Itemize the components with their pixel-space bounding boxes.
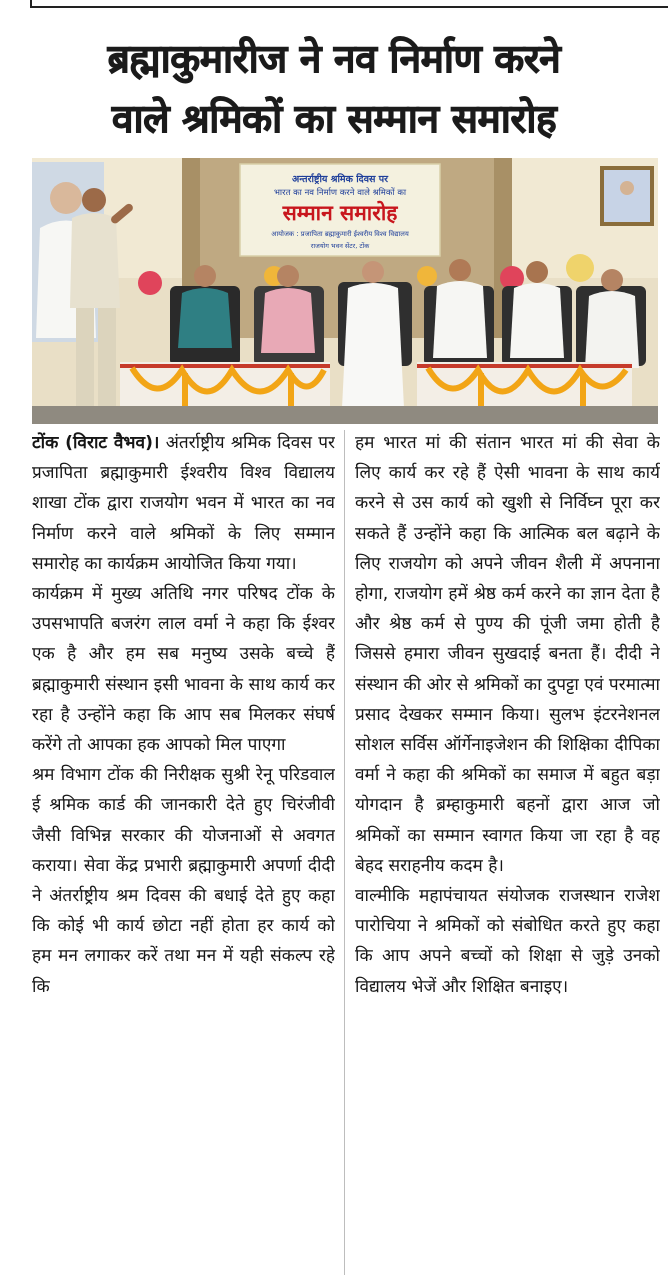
event-photo	[32, 158, 658, 424]
article-paragraph	[32, 428, 335, 579]
article-paragraph: श्रम विभाग टोंक की निरीक्षक सुश्री रेनू परिडवाल ई श्रमिक कार्ड की जानकारी देते हुए चिरंजीवी जैसी विभिन्न सरकार की योजनाओं से अवगत कराया। सेवा केंद्र प्रभारी ब्रह्माकुमारी अपर्णा दीदी ने अंतर्राष्ट्रीय श्रम दिवस की बधाई देते हुए कहा कि कोई भी कार्य छोटा नहीं होता हर कार्य को हम मन लगाकर करें तथा मन में यही संकल्प रहे कि	[32, 765, 335, 997]
article-paragraph: वाल्मीकि महापंचायत संयोजक राजस्थान राजेश पारोचिया ने श्रमिकों को संबोधित करते हुए कहा कि आप अपने बच्चों को शिक्षा से जुड़े उनको विद्यालय भेजें और शिक्षित बनाइए।	[355, 886, 660, 997]
headline-line-2: वाले श्रमिकों का सम्मान समारोह	[111, 97, 557, 142]
article-column-right	[355, 428, 660, 1278]
banner-line-1: अन्तर्राष्ट्रीय श्रमिक दिवस पर	[291, 174, 389, 185]
headline-line-1: ब्रह्माकुमारीज ने नव निर्माण करने	[107, 37, 561, 82]
column-divider	[344, 430, 345, 1275]
headline	[10, 30, 658, 150]
banner-line-4: राजयोग भवन सेंटर, टोंक	[310, 242, 370, 250]
article-paragraph: हम भारत मां की संतान भारत मां की सेवा के लिए कार्य कर रहे हैं ऐसी भावना के साथ कार्य करने से उस कार्य को खुशी से निर्विघ्न पूरा कर सकते हैं उन्होंने कहा कि आत्मिक बल बढ़ाने के लिए राजयोग को अपने जीवन शैली में अपनाना होगा, राजयोग हमें श्रेष्ठ कर्म करने का ज्ञान देता है और श्रेष्ठ कर्म से पुण्य की पूंजी जमा होती है जिससे हमारा जीवन सुखदाई बनता हैं। दीदी ने संस्थान की ओर से श्रमिकों का दुपट्टा एवं परमात्मा प्रसाद देखकर सम्मान किया। सुलभ इंटरनेशनल सोशल सर्विस ऑर्गेनाइजेशन की शिक्षिका दीपिका वर्मा ने कहा की श्रमिकों का समाज में बहुत बड़ा योगदान है ब्रम्हाकुमारी बहनों द्वारा आज जो श्रमिकों का सम्मान स्वागत किया जा रहा है वह बेहद सराहनीय कदम है।	[355, 433, 660, 876]
article-text: अंतर्राष्ट्रीय श्रमिक दिवस पर प्रजापिता ब्रह्माकुमारी ईश्वरीय विश्व विद्यालय शाखा टोंक द्वारा राजयोग भवन में भारत का नव निर्माण करने वाले श्रमिकों के लिए सम्मान समारोह का कार्यक्रम आयोजित किया गया।	[32, 433, 335, 574]
banner-title: सम्मान समारोह	[282, 201, 398, 225]
dateline: टोंक (विराट वैभव)।	[32, 433, 160, 453]
banner-line-2: भारत का नव निर्माण करने वाले श्रमिकों का	[273, 188, 407, 198]
banner-line-3: आयोजक : प्रजापिता ब्रह्माकुमारी ईश्वरीय विश्व विद्यालय	[271, 230, 409, 238]
article-paragraph: कार्यक्रम में मुख्य अतिथि नगर परिषद टोंक के उपसभापति बजरंग लाल वर्मा ने कहा कि ईश्वर एक है और हम सब मनुष्य उसके बच्चे हैं ब्रह्माकुमारी संस्थान इसी भावना के साथ कार्य कर रहा है उन्होंने कहा कि आप सब मिलकर संघर्ष करेंगे तो आपका हक आपको मिल पाएगा	[32, 584, 335, 756]
top-border-rule	[30, 0, 668, 8]
article-column-left	[32, 428, 335, 1278]
